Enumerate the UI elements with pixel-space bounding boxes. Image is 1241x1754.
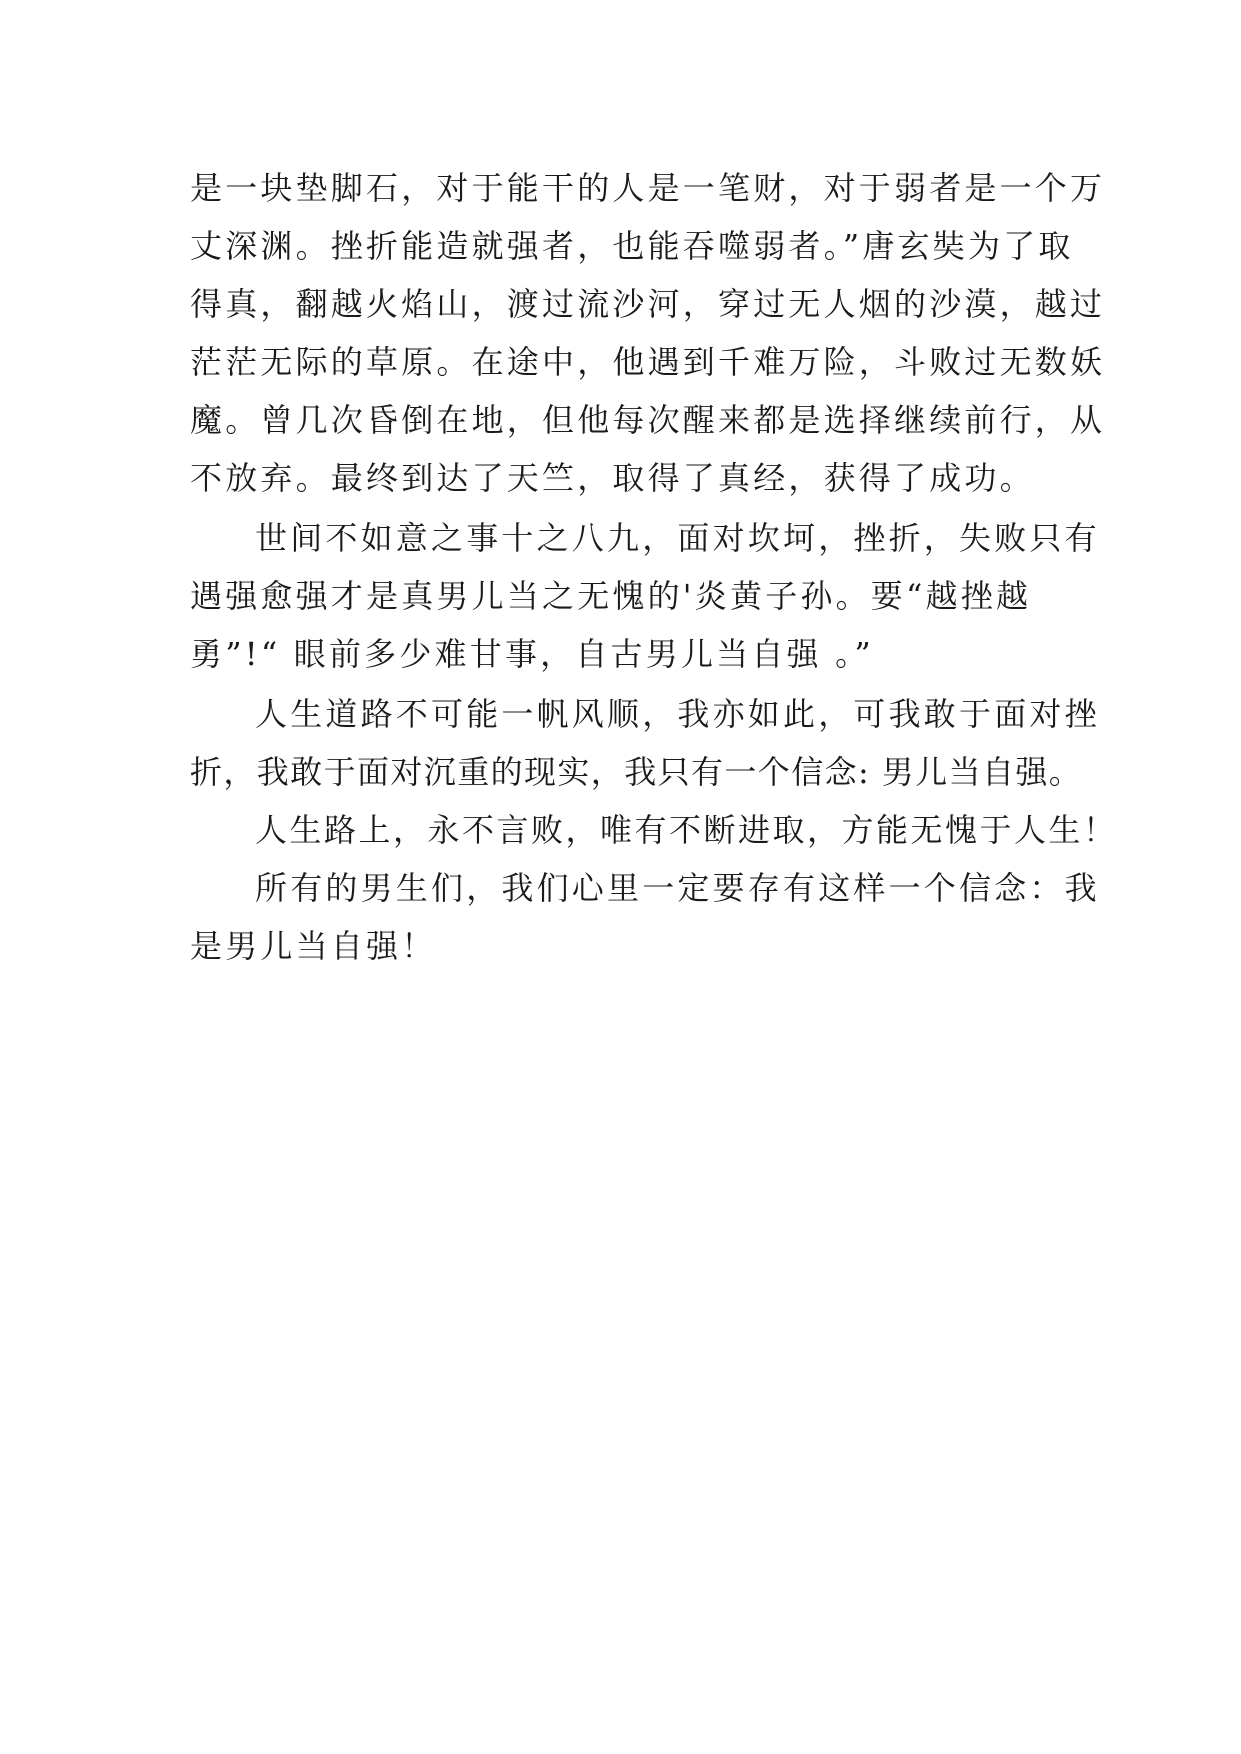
- text-line: 茫茫无际的草原。在途中，他遇到千难万险，斗败过无数妖: [190, 343, 1106, 381]
- text-line: 世间不如意之事十之八九，面对坎坷，挫折，失败只有: [255, 519, 1100, 557]
- text-line: 是男儿当自强！: [190, 927, 437, 965]
- text-line: 魔。曾几次昏倒在地，但他每次醒来都是选择继续前行，从: [190, 401, 1106, 439]
- text-line: 人生道路不可能一帆风顺，我亦如此，可我敢于面对挫: [255, 695, 1100, 733]
- text-line: 折，我敢于面对沉重的现实，我只有一个信念: 男儿当自强。: [190, 753, 1083, 791]
- paragraph-5: [190, 859, 1100, 975]
- text-line: 是一块垫脚石，对于能干的人是一笔财，对于弱者是一个万: [190, 169, 1106, 207]
- text-line: 不放弃。最终到达了天竺，取得了真经，获得了成功。: [190, 459, 1035, 497]
- paragraph-3: [190, 685, 1100, 801]
- text-line: 丈深渊。挫折能造就强者，也能吞噬弱者。”唐玄奘为了取: [190, 227, 1074, 265]
- text-line: 勇”!“ 眼前多少难甘事，自古男儿当自强 。”: [190, 635, 874, 673]
- paragraph-4: [190, 801, 1118, 859]
- paragraph-1: [190, 159, 1106, 507]
- paragraph-2: [190, 509, 1100, 683]
- text-line: 得真，翻越火焰山，渡过流沙河，穿过无人烟的沙漠，越过: [190, 285, 1106, 323]
- text-line: 所有的男生们，我们心里一定要存有这样一个信念：我: [255, 869, 1100, 907]
- text-line: 人生路上，永不言败，唯有不断进取，方能无愧于人生！: [255, 811, 1118, 849]
- text-line: 遇强愈强才是真男儿当之无愧的'炎黄子孙。要“越挫越: [190, 577, 1032, 615]
- document-body: [190, 159, 1118, 975]
